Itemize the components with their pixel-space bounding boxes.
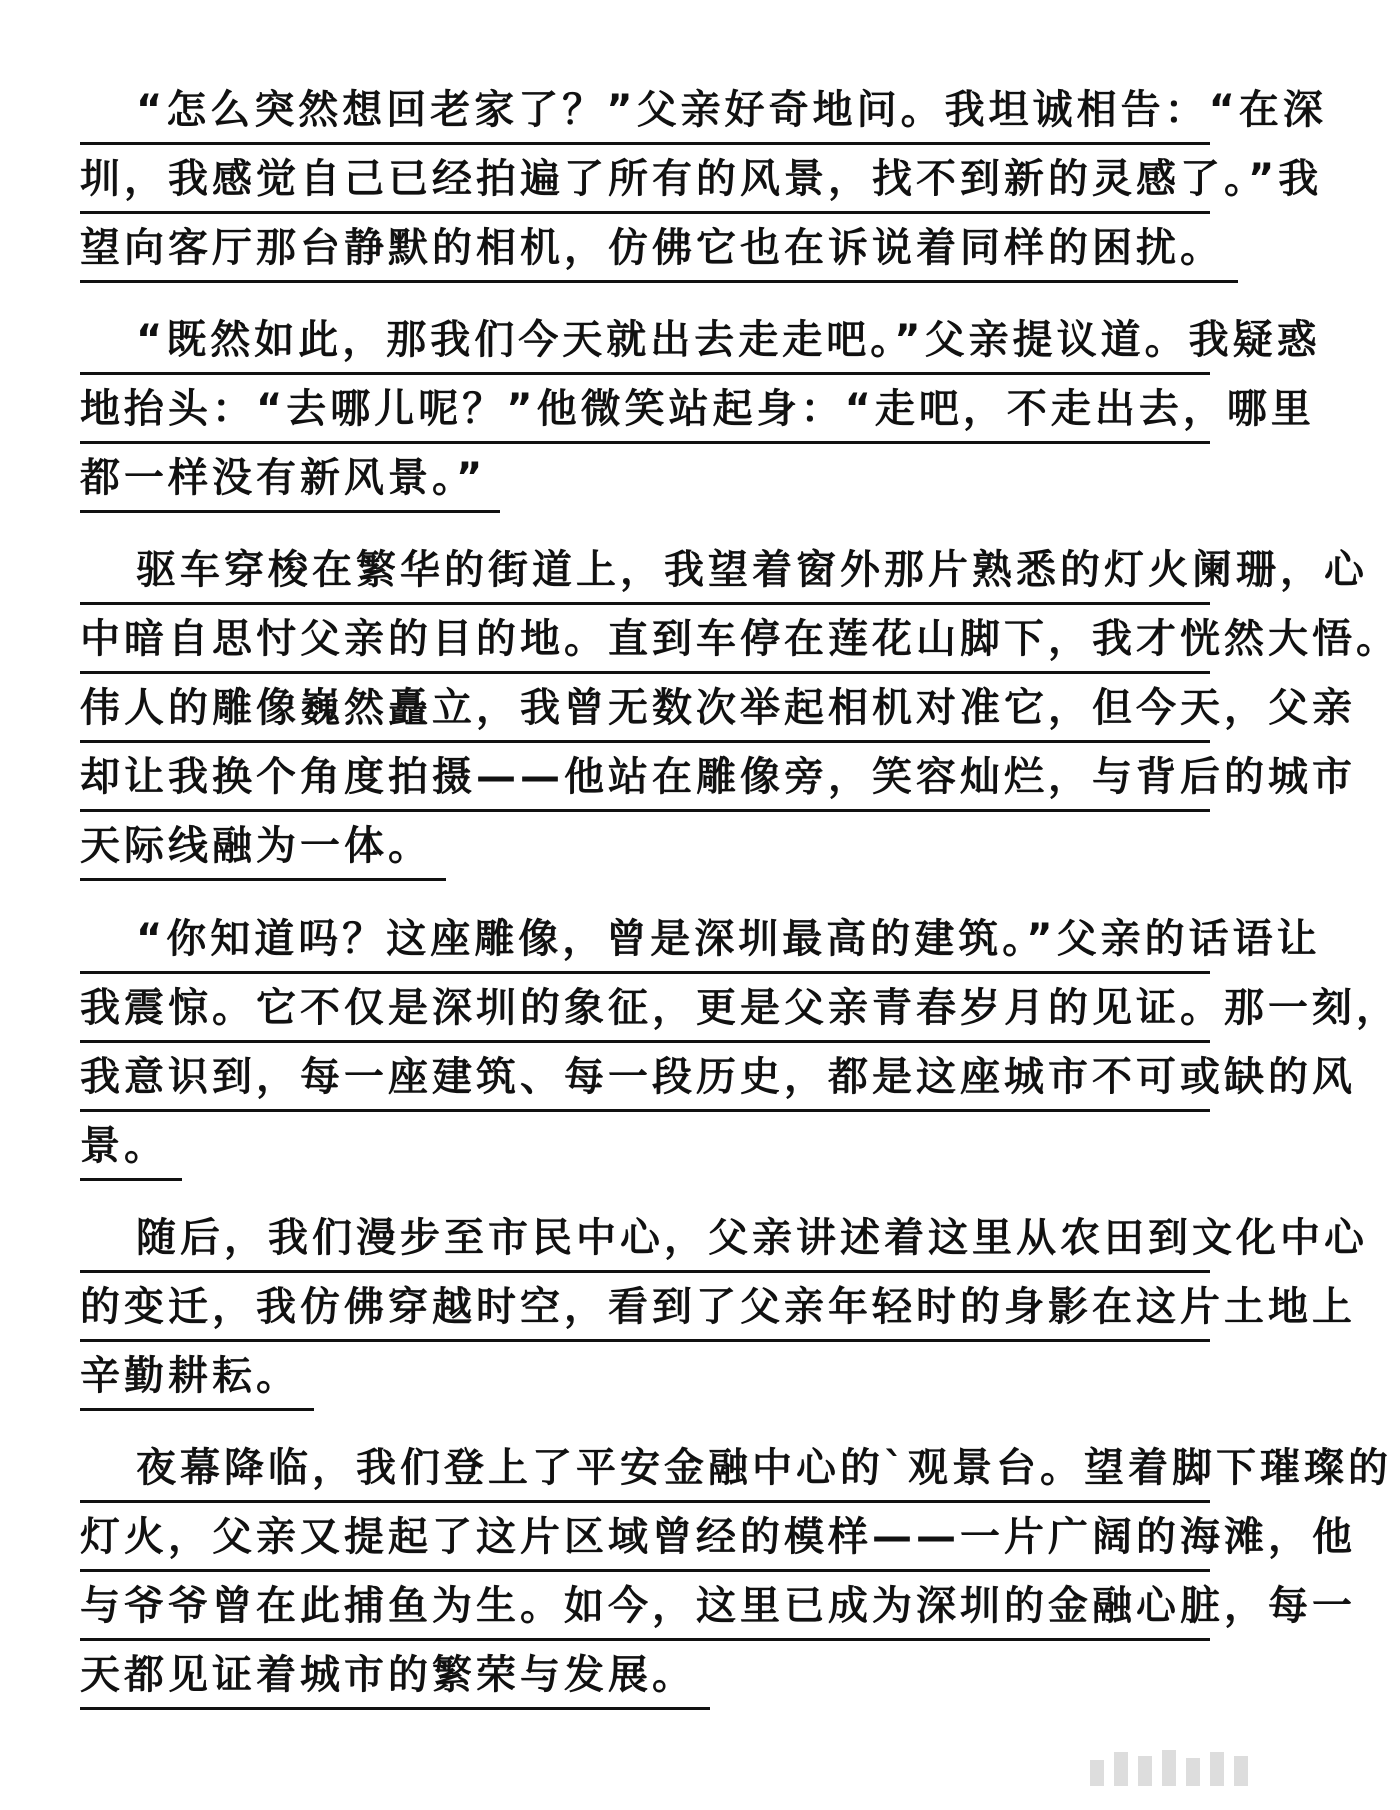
text-line: “怎么突然想回老家了？”父亲好奇地问。我坦诚相告：“在深 (80, 76, 1210, 145)
text-line: 与爷爷曾在此捕鱼为生。如今，这里已成为深圳的金融心脏，每一 (80, 1572, 1210, 1641)
paragraph-1 (80, 76, 1327, 283)
text-line: 夜幕降临，我们登上了平安金融中心的`观景台。望着脚下璀璨的 (80, 1434, 1210, 1503)
text-line: 的变迁，我仿佛穿越时空，看到了父亲年轻时的身影在这片土地上 (80, 1273, 1210, 1342)
text-line: 辛勤耕耘。 (80, 1342, 314, 1411)
text-line: 我震惊。它不仅是深圳的象征，更是父亲青春岁月的见证。那一刻， (80, 974, 1210, 1043)
text-line: 望向客厅那台静默的相机，仿佛它也在诉说着同样的困扰。 (80, 214, 1238, 283)
text-line: 驱车穿梭在繁华的街道上，我望着窗外那片熟悉的灯火阑珊，心 (80, 536, 1210, 605)
text-line: 天都见证着城市的繁荣与发展。 (80, 1641, 710, 1710)
watermark-bars-icon (1088, 1748, 1250, 1788)
text-line: 中暗自思忖父亲的目的地。直到车停在莲花山脚下，我才恍然大悟。 (80, 605, 1210, 674)
text-line: 伟人的雕像巍然矗立，我曾无数次举起相机对准它，但今天，父亲 (80, 674, 1210, 743)
text-line: 地抬头：“去哪儿呢？”他微笑站起身：“走吧，不走出去，哪里 (80, 375, 1210, 444)
text-line: “你知道吗？这座雕像，曾是深圳最高的建筑。”父亲的话语让 (80, 905, 1210, 974)
text-line: 随后，我们漫步至市民中心，父亲讲述着这里从农田到文化中心 (80, 1204, 1210, 1273)
text-line: 灯火，父亲又提起了这片区域曾经的模样——一片广阔的海滩，他 (80, 1503, 1210, 1572)
paragraph-4 (80, 905, 1400, 1181)
paragraph-5 (80, 1204, 1368, 1411)
paragraph-2 (80, 306, 1321, 513)
text-line: 圳，我感觉自己已经拍遍了所有的风景，找不到新的灵感了。”我 (80, 145, 1210, 214)
text-line: 却让我换个角度拍摄——他站在雕像旁，笑容灿烂，与背后的城市 (80, 743, 1210, 812)
paragraph-3 (80, 536, 1400, 881)
text-line: “既然如此，那我们今天就出去走走吧。”父亲提议道。我疑惑 (80, 306, 1210, 375)
text-line: 都一样没有新风景。” (80, 444, 500, 513)
text-line: 天际线融为一体。 (80, 812, 446, 881)
paragraph-6 (80, 1434, 1392, 1710)
text-line: 我意识到，每一座建筑、每一段历史，都是这座城市不可或缺的风 (80, 1043, 1210, 1112)
text-line: 景。 (80, 1112, 182, 1181)
